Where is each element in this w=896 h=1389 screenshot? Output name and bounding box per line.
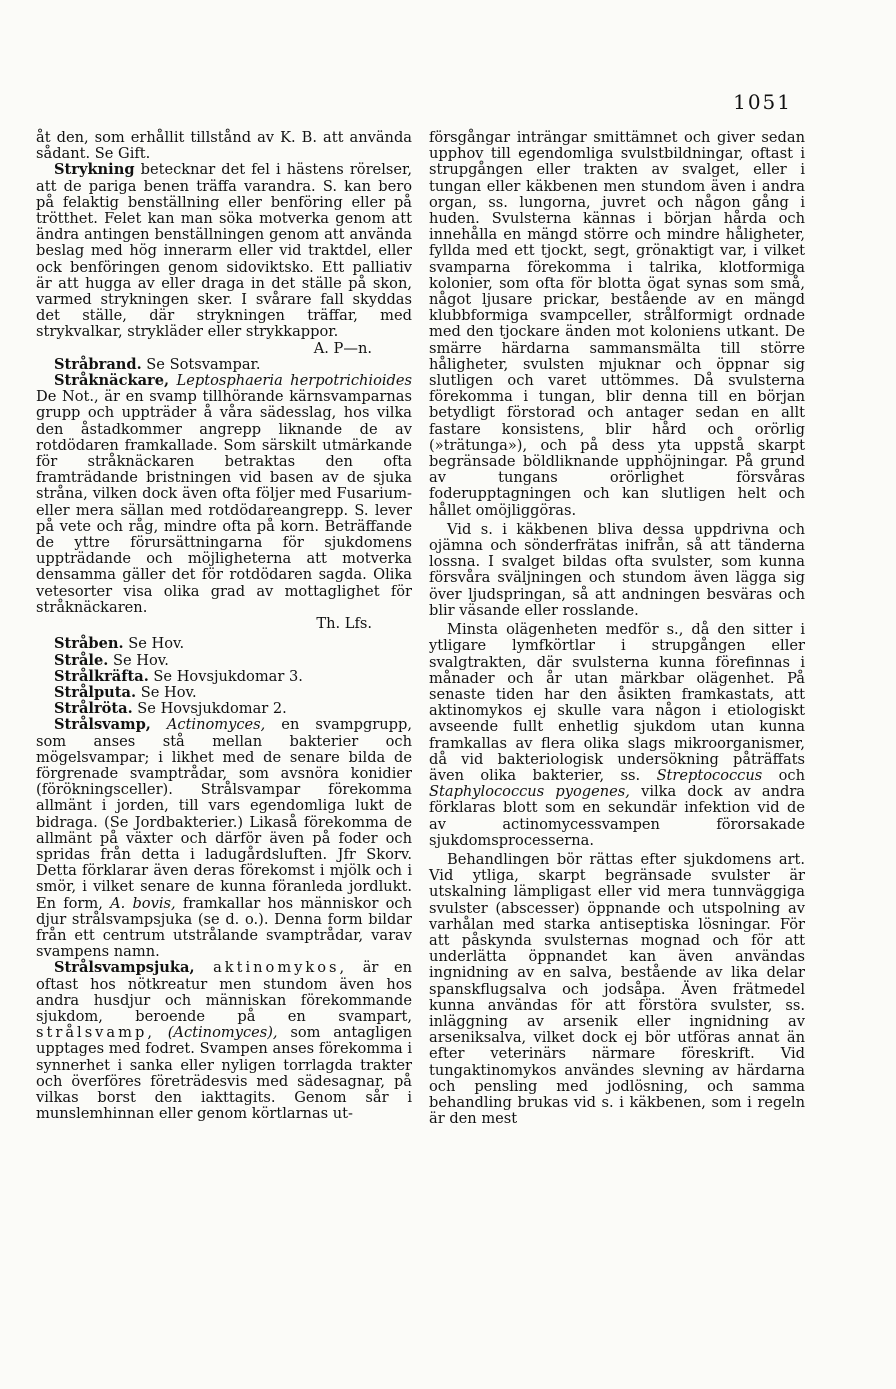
right-column — [429, 130, 805, 1127]
entry-straben: Stråben. Se Hov. — [54, 635, 185, 653]
headword: Stråle. — [54, 651, 109, 669]
latin-name: Streptococcus — [656, 766, 763, 784]
entry-strale: Stråle. Se Hov. — [54, 651, 169, 669]
paragraph: Minsta olägenheten medför s., då den sitter i ytligare lymfkörtlar i strupgången eller svalgtrakten, där svulsterna kunna förefinnas i månader och år utan märkbar olägenhet. På senaste tiden har den åsikten framkastats, att aktinomykos ej skulle vara någon i etiologiskt avseende fullt enhetlig sjukdom utan kunna framkallas av flera olika slags mikroorganismer, då vid bakteriologisk undersökning påträffats även olika bakterier, ss. Streptococcus och Staphylococcus pyogenes, vilka dock av andra förklaras blott som en sekundär infektion vid de av actinomycessvampen förorsakade sjukdomsprocesserna. — [429, 621, 805, 849]
headword: Strålröta. — [54, 700, 133, 718]
entry-strykning: Strykning betecknar det fel i hästens rörelser, att de pariga benen träffa varandra. S. kan bero på felaktig benställning eller benföring eller på trötthet. Felet kan man söka motverka genom att ändra antingen benställningen genom att använda beslag med hög innerarm eller vid traktdel, eller ock benföringen genom sidoviktsko. Ett palliativ är att hugga av eller draga in det ställe på skon, varmed strykningen sker. I svårare fall skyddas det ställe, där strykningen träffar, med strykvalkar, strykläder eller strykkappor. — [36, 161, 412, 341]
entry-stralrota: Strålröta. Se Hovsjukdomar 2. — [54, 700, 287, 718]
latin-name: Staphylococcus pyogenes, — [429, 783, 630, 801]
paragraph: Vid s. i käkbenen bliva dessa uppdrivna och ojämna och sönderfrätas inifrån, så att tänderna lossna. I svalget bildas ofta svulster, som kunna försvåra sväljningen och stundom även lägga sig över ljudspringan, så att andningen besväras och blir väsande eller rosslande. — [429, 520, 805, 619]
entry-stralsvampsjuka: Strålsvampsjuka, aktinomykos, är en oftast hos nötkreatur men stundom även hos andra husdjur och människan förekommande sjukdom, beroende på en svampart, strålsvamp, (Actinomyces), som antagligen upptages med fodret. Svampen anses förekomma i synnerhet i sanka eller nyligen torrlagda trakter och överföres företrädesvis med sädesagnar, på vilkas borst den iakttagits. Genom sår i munslemhinnan eller genom körtlarnas ut- — [36, 959, 412, 1123]
entry-stralkrafta: Strålkräfta. Se Hovsjukdomar 3. — [54, 667, 303, 685]
headword: Stråknäckare, — [54, 372, 170, 390]
spaced-term: strålsvamp, — [36, 1024, 155, 1042]
headword: Stråbrand. — [54, 355, 142, 373]
headword: Stråben. — [54, 635, 124, 653]
paragraph: åt den, som erhållit tillstånd av K. B. att använda sådant. Se Gift. — [36, 129, 412, 163]
page-number: 1051 — [733, 90, 792, 114]
latin-name: Actinomyces, — [150, 716, 266, 734]
spaced-term: aktinomykos, — [194, 959, 348, 977]
headword: Strålputa. — [54, 683, 137, 701]
entry-stralputa: Strålputa. Se Hov. — [54, 683, 197, 701]
author-signature: A. P—n. — [313, 339, 372, 357]
paragraph: Behandlingen bör rättas efter sjukdomens art. Vid ytliga, skarpt begränsade svulster är utskalning lämpligast eller vid mera tunnväggiga svulster (abscesser) öppnande och utspolning av varhålan med starka antiseptiska lösningar. För att påskynda svulsternas mognad och för att underlätta öppnandet kan även användas ingnidning av en salva, bestående av lika delar spanskflugsalva och jodsåpa. Även frätmedel kunna användas för att förstöra svulster, ss. inläggning av arsenik eller ingnidning av arseniksalva, vilket dock ej bör utföras annat än efter veterinärs närmare föreskrift. Vid tungaktinomykos användes slevning av härdarna och pensling med jodlösning, och samma behandling brukas vid s. i käkbenen, som i regeln är den mest — [429, 850, 805, 1128]
headword: Strålsvamp, — [54, 716, 151, 734]
paragraph: försgångar inträngar smittämnet och giver sedan upphov till egendomliga svulstbildningar, oftast i strupgången eller trakten av svalget, eller i tungan eller käkbenen men stundom även i andra organ, ss. lungorna, juvret och någon gång i huden. Svulsterna kännas i början hårda och innehålla en mängd större och mindre håligheter, fyllda med ett tjockt, segt, grönaktigt var, i vilket svamparna förekomma i talrika, klotformiga kolonier, som ofta för blotta ögat synas som små, något ljusare prickar, bestående av en mängd klubbformiga svampceller, strålformigt ordnade med den tjockare änden mot koloniens utkant. De smärre härdarna sammansmälta till större håligheter, svulsten mjuknar och öppnar sig slutligen och varet uttömmes. Då svulsterna förekomma i tungan, blir denna till en början betydligt förstorad och antager sedan en allt fastare konsistens, blir hård och orörlig (»trätunga»), och på dess yta uppstå skarpt begränsade böldliknande upphöjningar. På grund av tungans orörlighet försvåras foderupptagningen och kan slutligen helt och hållet omöjliggöras. — [429, 129, 805, 519]
author-signature: Th. Lfs. — [316, 615, 372, 633]
entry-straknackare: Stråknäckare, Leptosphaeria herpotrichioides De Not., är en svamp tillhörande kärnsvamparnas grupp och uppträder å våra sädesslag, hos vilka den åstadkommer angrepp liknande de av rotdödaren framkallade. Som särskilt utmärkande för stråknäckaren betraktas den ofta framträdande bristningen vid basen av de sjuka stråna, vilken dock även ofta följer med Fusarium- eller mera sällan med rotdödareangrepp. S. lever på vete och råg, mindre ofta på korn. Beträffande de yttre förursättningarna för sjukdomens uppträdande och möjligheterna att motverka densamma gäller det för rotdödaren sagda. Olika vetesorter visa olika grad av mottaglighet för stråknäckaren. — [36, 372, 412, 616]
entry-stralsvamp: Strålsvamp, Actinomyces, en svampgrupp, som anses stå mellan bakterier och mögelsvampar; i likhet med de senare bilda de förgrenade svamptrådar, som avsnöra konidier (förökningsceller). Strålsvampar förekomma allmänt i jorden, till vars egendomliga lukt de bidraga. (Se Jordbakterier.) Likaså förekomma de allmänt på växter och därför även på foder och spridas från detta i ladugårdsluften. Jfr Skorv. Detta förklarar även deras förekomst i mjölk och i smör, i vilket senare de kunna föranleda jordlukt. En form, A. bovis, framkallar hos människor och djur strålsvampsjuka (se d. o.). Denna form bildar från ett centrum utstrålande svamptrådar, varav svampens namn. — [36, 716, 412, 961]
latin-name: Leptosphaeria herpotrichioides — [169, 372, 412, 390]
headword: Strålkräfta. — [54, 667, 149, 685]
entry-strabrand: Stråbrand. Se Sotsvampar. — [54, 355, 261, 373]
latin-name: A. bovis, — [110, 894, 176, 912]
headword: Strålsvampsjuka, — [54, 959, 195, 977]
left-column — [36, 130, 412, 1122]
headword: Strykning — [54, 161, 135, 179]
latin-name: (Actinomyces), — [154, 1024, 278, 1042]
